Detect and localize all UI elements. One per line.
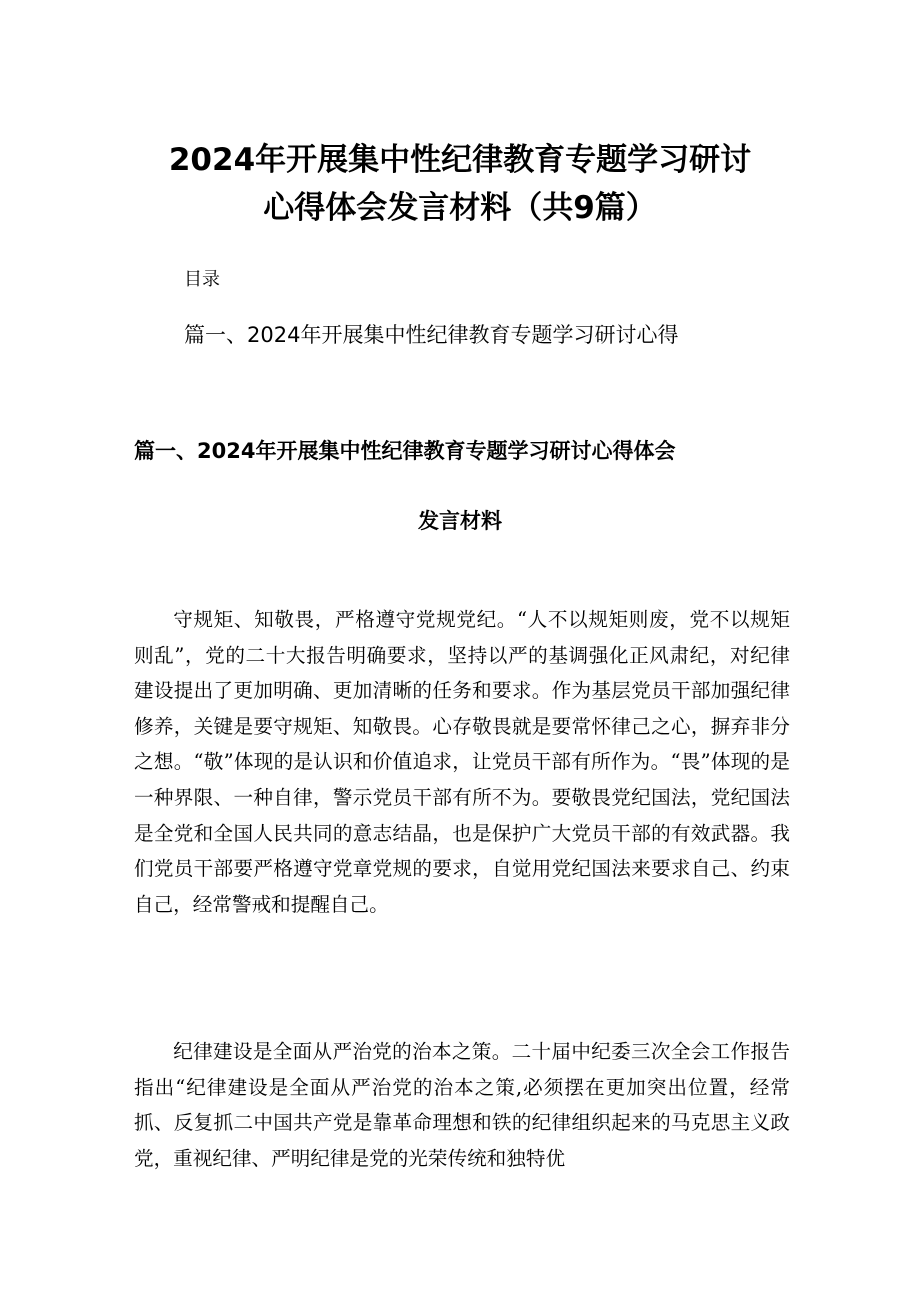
section-heading-line-2: 发言材料 (418, 509, 502, 533)
toc-label: 目录 (184, 269, 220, 290)
toc-item[interactable]: 篇一、2024年开展集中性纪律教育专题学习研讨心得 (184, 323, 679, 347)
section-heading-line-1: 篇一、2024年开展集中性纪律教育专题学习研讨心得体会 (134, 439, 676, 463)
body-paragraph: 守规矩、知敬畏，严格遵守党规党纪。“人不以规矩则废，党不以规矩则乱”，党的二十大报告明确要求，坚持以严的基调强化正风肃纪，对纪律建设提出了更加明确、更加清晰的任务和要求。作为基层党员干部加强纪律修养，关键是要守规矩、知敬畏。心存敬畏就是要常怀律己之心，摒弃非分之想。“敬”体现的是认识和价值追求，让党员干部有所作为。“畏”体现的是一种界限、一种自律，警示党员干部有所不为。要敬畏党纪国法，党纪国法是全党和全国人民共同的意志结晶，也是保护广大党员干部的有效武器。我们党员干部要严格遵守党章党规的要求，自觉用党纪国法来要求自己、约束自己，经常警戒和提醒自己。 (134, 608, 790, 916)
document-title-line-1: 2024年开展集中性纪律教育专题学习研讨 (168, 142, 752, 178)
body-paragraph: 纪律建设是全面从严治党的治本之策。二十届中纪委三次全会工作报告指出“纪律建设是全面从严治党的治本之策,必须摆在更加突出位置，经常抓、反复抓二中国共产党是靠革命理想和铁的纪律组织起来的马克思主义政党，重视纪律、严明纪律是党的光荣传统和独特优 (134, 1040, 790, 1170)
document-title-line-2: 心得体会发言材料（共9篇） (263, 190, 657, 226)
